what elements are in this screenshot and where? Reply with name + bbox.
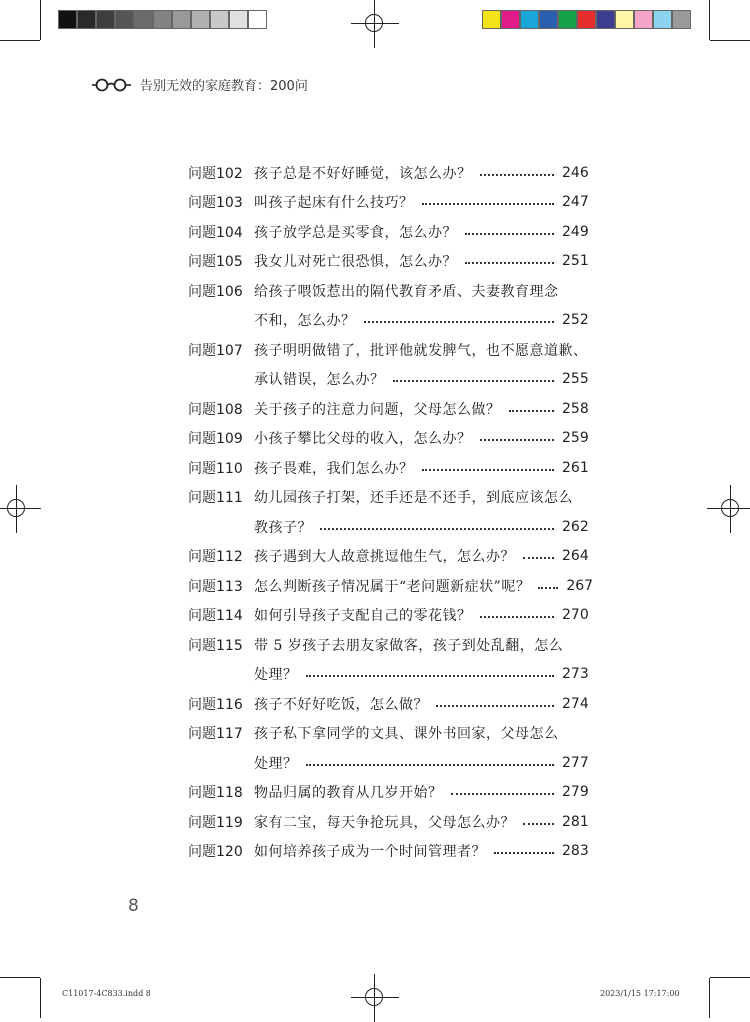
question-title: 叫孩子起床有什么技巧？ — [254, 195, 414, 212]
page-ref: 281 — [562, 813, 589, 830]
crop-mark — [0, 40, 40, 41]
crop-mark — [709, 0, 710, 40]
dot-leader — [393, 380, 555, 382]
toc-entry — [188, 276, 588, 306]
color-swatch — [634, 10, 653, 29]
toc-entry — [188, 542, 588, 572]
dot-leader — [364, 321, 555, 323]
toc-entry — [188, 365, 588, 395]
gray-scale-bar — [58, 10, 267, 29]
question-number: 问题116 — [188, 696, 243, 713]
slug-date: 2023/1/15 17:17:00 — [600, 989, 680, 998]
dot-leader — [480, 439, 555, 441]
question-title: 孩子明明做错了，批评他就发脾气，也不愿意道歉、 — [254, 342, 588, 359]
question-title: 不和，怎么办？ — [254, 313, 356, 330]
dot-leader — [523, 557, 554, 559]
question-number: 问题117 — [188, 726, 243, 743]
toc-entry — [188, 778, 588, 808]
crop-mark — [709, 978, 710, 1018]
color-swatch — [501, 10, 520, 29]
color-swatch — [539, 10, 558, 29]
toc-entry — [188, 158, 588, 188]
header-title: 告别无效的家庭教育：200问 — [140, 79, 308, 94]
question-number: 问题111 — [188, 490, 243, 507]
toc-entry — [188, 483, 588, 513]
page-ref: 247 — [562, 194, 589, 211]
color-swatch — [653, 10, 672, 29]
toc-entry — [188, 394, 588, 424]
question-title: 处理？ — [254, 667, 298, 684]
color-swatch — [558, 10, 577, 29]
page-ref: 277 — [562, 754, 589, 771]
toc-entry — [188, 571, 594, 601]
dot-leader — [538, 587, 558, 589]
question-title: 家有二宝，每天争抢玩具，父母怎么办？ — [254, 814, 515, 831]
toc-entry — [188, 453, 588, 483]
question-title: 我女儿对死亡很恐惧，怎么办？ — [254, 254, 457, 271]
question-number: 问题109 — [188, 431, 243, 448]
color-swatch — [672, 10, 691, 29]
question-title: 怎么判断孩子情况属于“老问题新症状”呢？ — [254, 578, 531, 595]
color-swatch — [115, 10, 134, 29]
dot-leader — [494, 852, 554, 854]
dot-leader — [509, 410, 555, 412]
toc-entry — [188, 217, 588, 247]
color-swatch — [248, 10, 267, 29]
toc-entry — [188, 247, 588, 277]
dot-leader — [523, 823, 554, 825]
color-swatch — [596, 10, 615, 29]
question-title: 孩子不好好吃饭，怎么做？ — [254, 696, 428, 713]
registration-mark-bottom — [351, 974, 399, 1022]
page-ref: 246 — [562, 164, 589, 181]
question-title: 孩子遇到大人故意挑逗他生气，怎么办？ — [254, 549, 515, 566]
question-title: 孩子放学总是买零食，怎么办？ — [254, 224, 457, 241]
toc-entry — [188, 601, 588, 631]
color-swatch — [229, 10, 248, 29]
question-title: 带 5 岁孩子去朋友家做客，孩子到处乱翻，怎么 — [254, 637, 564, 654]
question-number: 问题107 — [188, 342, 243, 359]
running-header — [92, 75, 308, 94]
page-ref: 264 — [562, 548, 589, 565]
dot-leader — [306, 764, 555, 766]
page-ref: 249 — [562, 223, 589, 240]
color-swatch — [482, 10, 501, 29]
question-title: 孩子总是不好好睡觉，该怎么办？ — [254, 165, 472, 182]
dot-leader — [480, 174, 555, 176]
question-title: 小孩子攀比父母的收入，怎么办？ — [254, 431, 472, 448]
table-of-contents — [188, 158, 594, 866]
color-swatch — [77, 10, 96, 29]
page-ref: 267 — [566, 577, 594, 594]
question-title: 承认错误，怎么办？ — [254, 372, 385, 389]
question-number: 问题112 — [188, 549, 243, 566]
toc-entry — [188, 748, 588, 778]
question-title: 如何培养孩子成为一个时间管理者？ — [254, 844, 486, 861]
color-swatch — [153, 10, 172, 29]
question-number: 问题104 — [188, 224, 243, 241]
page-ref: 262 — [562, 518, 589, 535]
slug-file: C11017-4C833.indd 8 — [62, 989, 151, 998]
question-title: 教孩子？ — [254, 519, 312, 536]
dot-leader — [465, 233, 554, 235]
color-swatch — [520, 10, 539, 29]
crop-mark — [40, 978, 41, 1018]
color-swatch — [172, 10, 191, 29]
dot-leader — [422, 203, 555, 205]
crop-mark — [40, 0, 41, 40]
question-title: 孩子私下拿同学的文具、课外书回家，父母怎么 — [254, 726, 559, 743]
question-number: 问题105 — [188, 254, 243, 271]
question-number: 问题113 — [188, 578, 243, 595]
crop-mark — [710, 40, 750, 41]
question-title: 孩子畏难，我们怎么办？ — [254, 460, 414, 477]
page-number: 8 — [128, 896, 139, 916]
registration-mark-right — [707, 485, 750, 533]
color-swatch — [191, 10, 210, 29]
color-swatch — [577, 10, 596, 29]
color-swatch — [210, 10, 229, 29]
toc-entry — [188, 306, 588, 336]
toc-entry — [188, 424, 588, 454]
question-title: 处理？ — [254, 755, 298, 772]
question-number: 问题120 — [188, 844, 243, 861]
toc-entry — [188, 837, 588, 867]
page-ref: 255 — [562, 371, 589, 388]
color-swatch — [615, 10, 634, 29]
question-title: 幼儿园孩子打架，还手还是不还手，到底应该怎么 — [254, 490, 573, 507]
color-swatch — [96, 10, 115, 29]
question-number: 问题118 — [188, 785, 243, 802]
dot-leader — [320, 528, 554, 530]
page-ref: 273 — [562, 666, 589, 683]
question-number: 问题103 — [188, 195, 243, 212]
toc-entry — [188, 719, 588, 749]
color-swatch — [134, 10, 153, 29]
color-swatch — [58, 10, 77, 29]
registration-mark-left — [0, 485, 41, 533]
registration-mark-top — [351, 0, 399, 48]
dot-leader — [465, 262, 554, 264]
dot-leader — [306, 675, 555, 677]
question-number: 问题106 — [188, 283, 243, 300]
page-ref: 259 — [562, 430, 589, 447]
toc-entry — [188, 188, 588, 218]
toc-entry — [188, 512, 588, 542]
color-bar — [482, 10, 691, 29]
question-title: 如何引导孩子支配自己的零花钱？ — [254, 608, 472, 625]
page-ref: 258 — [562, 400, 589, 417]
toc-entry — [188, 660, 588, 690]
toc-entry — [188, 689, 588, 719]
page-ref: 279 — [562, 784, 589, 801]
page-ref: 252 — [562, 312, 589, 329]
toc-entry — [188, 630, 588, 660]
dot-leader — [422, 469, 555, 471]
question-number: 问题115 — [188, 637, 243, 654]
dot-leader — [480, 616, 555, 618]
dot-leader — [436, 705, 554, 707]
crop-mark — [0, 977, 40, 978]
page-ref: 283 — [562, 843, 589, 860]
question-title: 关于孩子的注意力问题，父母怎么做？ — [254, 401, 501, 418]
glasses-icon — [92, 78, 132, 92]
crop-mark — [710, 977, 750, 978]
question-number: 问题102 — [188, 165, 243, 182]
page-ref: 270 — [562, 607, 589, 624]
question-number: 问题108 — [188, 401, 243, 418]
dot-leader — [451, 793, 555, 795]
page-ref: 261 — [562, 459, 589, 476]
question-title: 物品归属的教育从几岁开始？ — [254, 785, 443, 802]
page-ref: 274 — [562, 695, 589, 712]
toc-entry — [188, 335, 588, 365]
question-title: 给孩子喂饭惹出的隔代教育矛盾、夫妻教育理念 — [254, 283, 559, 300]
question-number: 问题110 — [188, 460, 243, 477]
question-number: 问题119 — [188, 814, 243, 831]
page-ref: 251 — [562, 253, 589, 270]
toc-entry — [188, 807, 588, 837]
question-number: 问题114 — [188, 608, 243, 625]
